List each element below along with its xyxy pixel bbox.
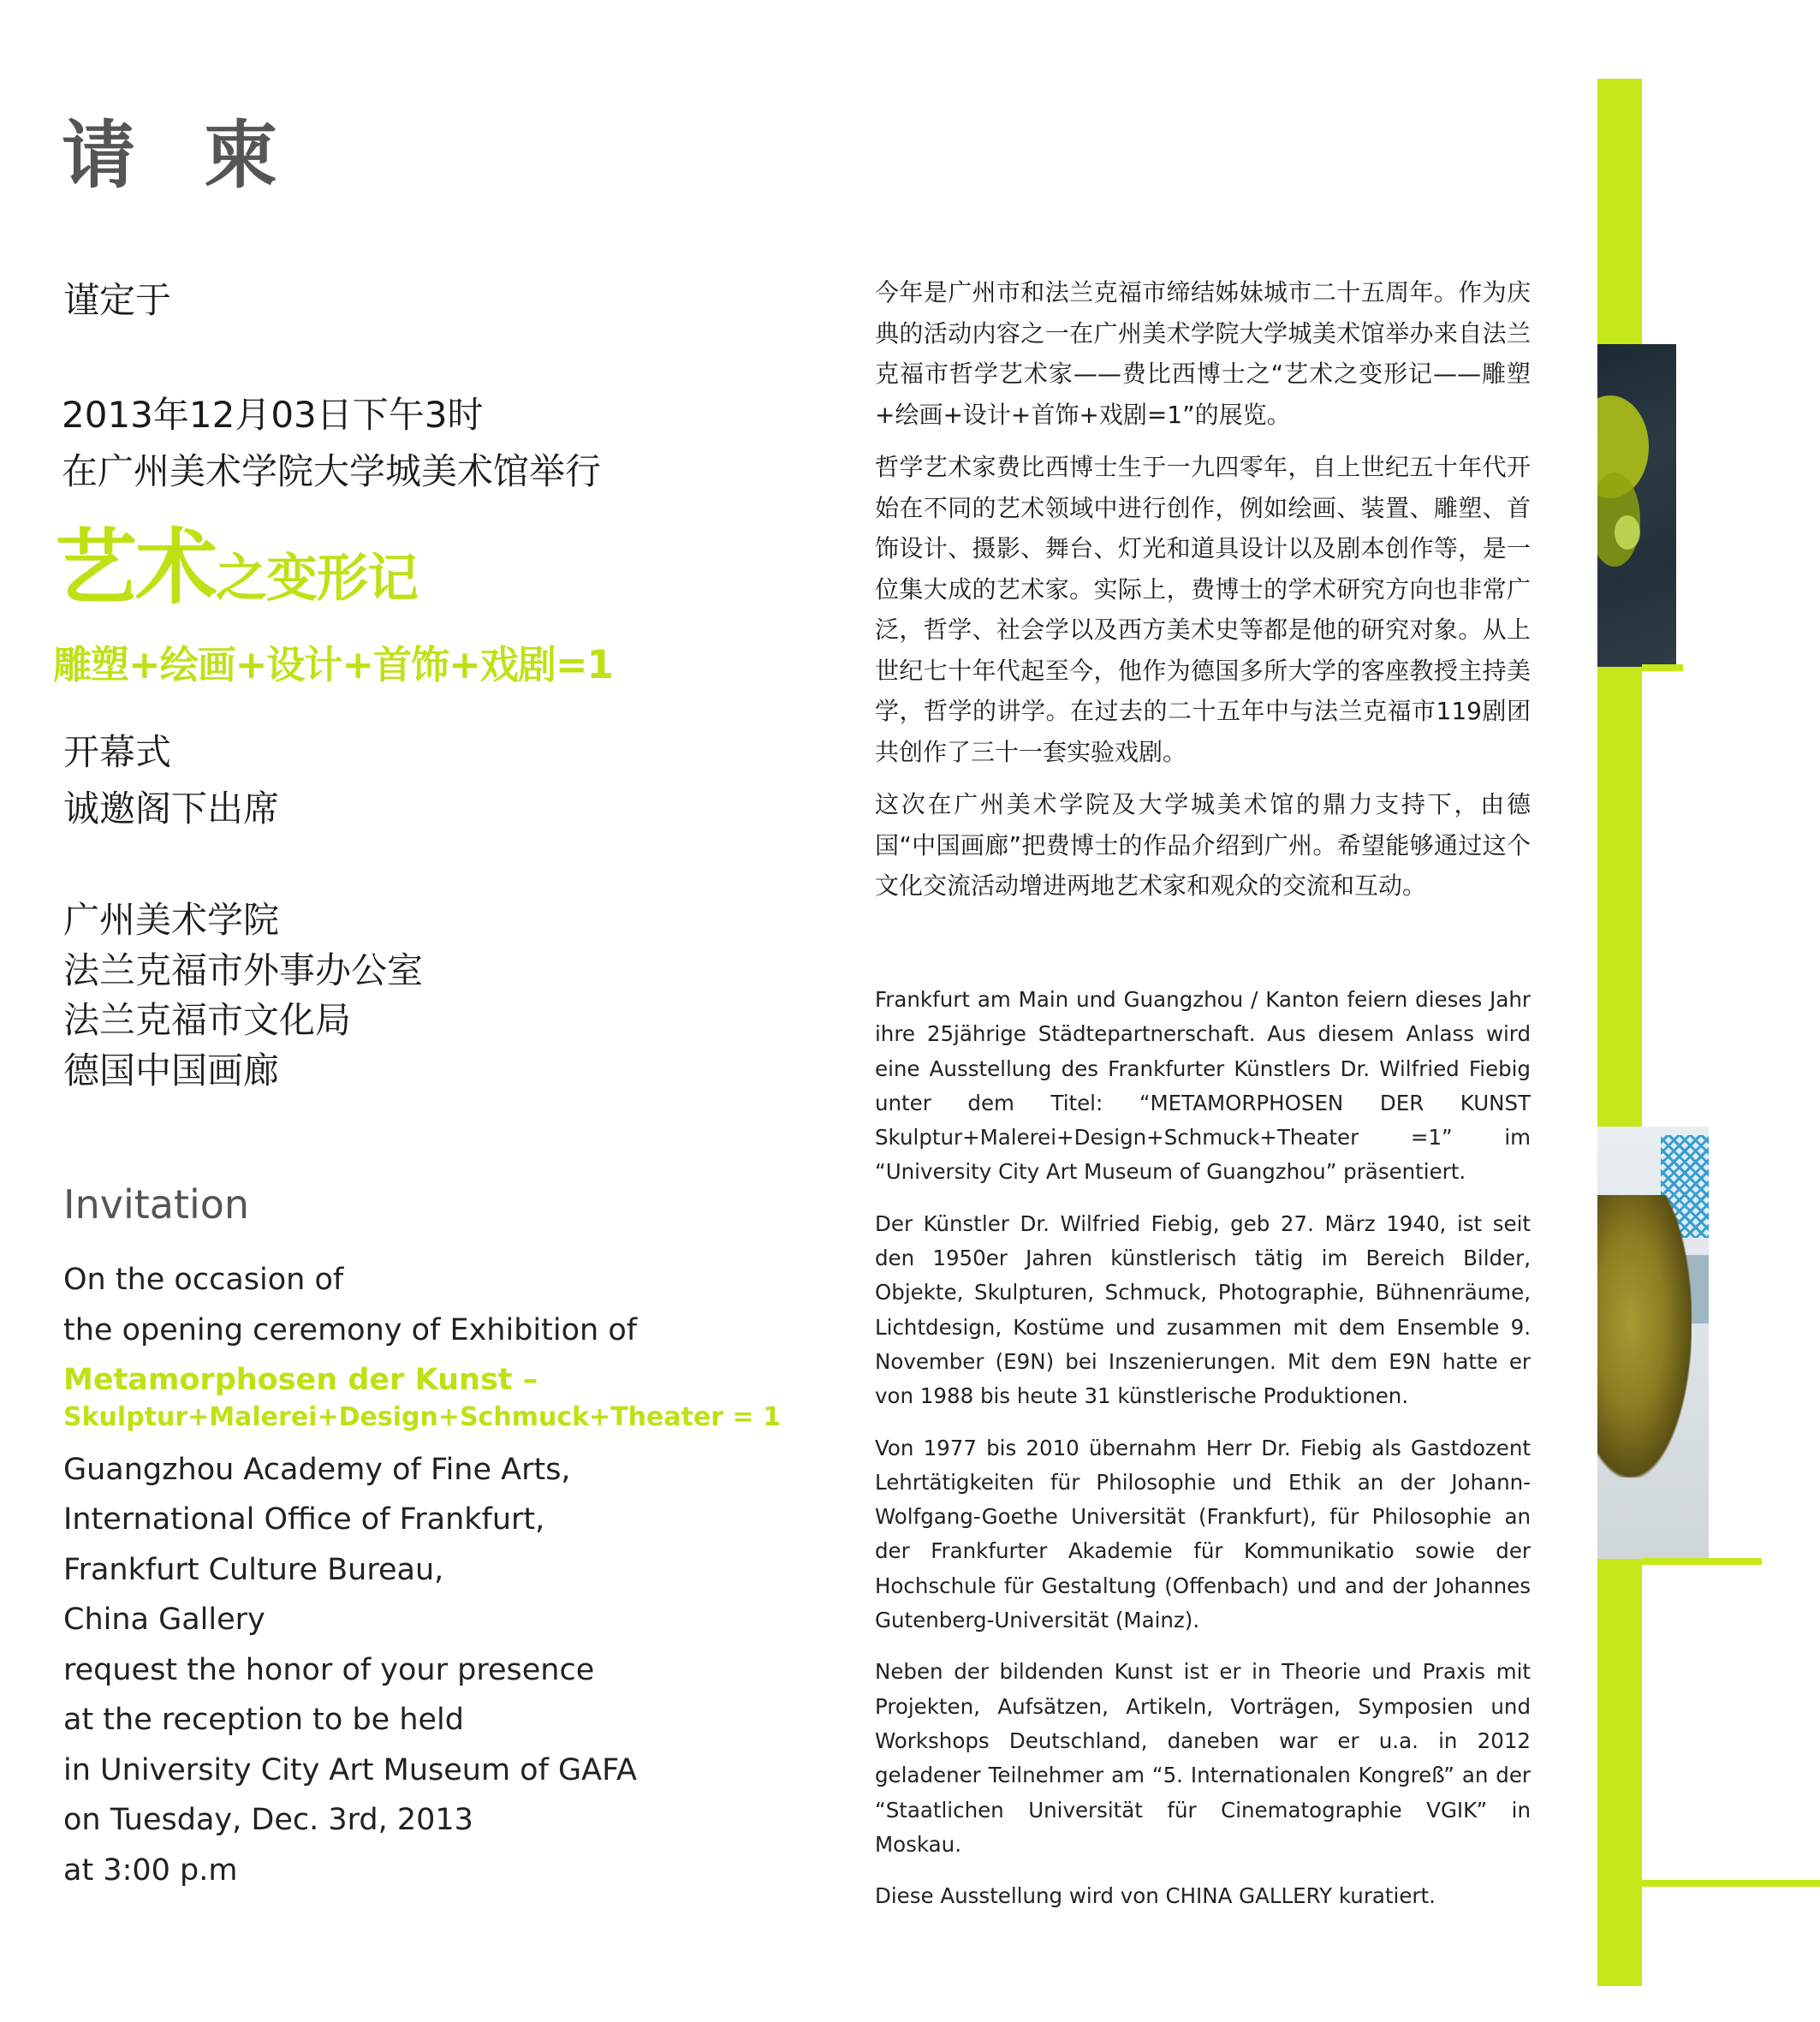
cn-host: 法兰克福市外事办公室 xyxy=(63,949,424,991)
en-line: China Gallery xyxy=(63,1603,265,1637)
cn-invite-opening: 开幕式 xyxy=(63,731,172,773)
en-line: at 3:00 p.m xyxy=(63,1853,238,1888)
cn-host: 广州美术学院 xyxy=(63,899,280,941)
en-line: Guangzhou Academy of Fine Arts, xyxy=(63,1452,571,1487)
cn-invite-line-1: 谨定于 xyxy=(63,279,172,321)
decorative-horizontal-bar xyxy=(1642,1558,1762,1565)
cn-invite-venue: 在广州美术学院大学城美术馆举行 xyxy=(62,450,602,492)
en-line: Frankfurt Culture Bureau, xyxy=(63,1552,444,1587)
decorative-horizontal-bar xyxy=(1642,1880,1820,1887)
artwork-highlight xyxy=(1615,515,1640,550)
cn-invite-request: 诚邀阁下出席 xyxy=(63,788,280,830)
de-paragraph: Neben der bildenden Kunst ist er in Theorie und Praxis mit Projekten, Aufsätzen, Artikeln, Vorträgen, Symposien und Workshops Deutschland, daneben war er u.a. in 2012 geladener Teilnehmer am “5. Internationalen Kongreß” an der “Staatlichen Universität für Cinematographie VGIK” in Moskau. xyxy=(875,1659,1531,1857)
cn-host: 法兰克福市文化局 xyxy=(63,999,352,1041)
title-char-2: 柬 xyxy=(204,112,279,199)
en-line: On the occasion of xyxy=(63,1263,344,1297)
cn-host: 德国中国画廊 xyxy=(63,1049,280,1091)
cn-paragraph: 这次在广州美术学院及大学城美术馆的鼎力支持下，由德国“中国画廊”把费博士的作品介绍到广州。希望能够通过这个文化交流活动增进两地艺术家和观众的交流和互动。 xyxy=(875,790,1531,900)
en-line: the opening ceremony of Exhibition of xyxy=(63,1312,638,1347)
sculpture xyxy=(1597,1195,1692,1478)
decorative-horizontal-bar xyxy=(1642,664,1683,671)
en-line: at the reception to be held xyxy=(63,1703,464,1737)
en-line: in University City Art Museum of GAFA xyxy=(63,1752,637,1787)
en-exhibition-subtitle: Skulptur+Malerei+Design+Schmuck+Theater = 1 xyxy=(63,1401,781,1432)
cn-exhibition-title-main: 艺术 xyxy=(55,520,216,616)
de-paragraph: Von 1977 bis 2010 übernahm Herr Dr. Fiebig als Gastdozent Lehrtätigkeiten für Philosophie und Ethik an der Johann-Wolfgang-Goethe Universität (Frankfurt), für Philosophie an der Frankfurter Akademie für Kommunikatio sowie der Hochschule für Gestaltung (Offenbach) und and der Johannes Gutenberg-Universität (Mainz). xyxy=(875,1435,1531,1633)
cn-paragraph: 今年是广州市和法兰克福市缔结姊妹城市二十五周年。作为庆典的活动内容之一在广州美术学院大学城美术馆举办来自法兰克福市哲学艺术家——费比西博士之“艺术之变形记——雕塑+绘画+设计+首饰+戏剧=1”的展览。 xyxy=(875,278,1531,429)
page-title xyxy=(62,96,279,202)
de-paragraph: Diese Ausstellung wird von CHINA GALLERY kuratiert. xyxy=(875,1883,1436,1909)
artwork-photo-2 xyxy=(1597,1127,1709,1559)
cn-exhibition-subtitle: 雕塑+绘画+设计+首饰+戏剧=1 xyxy=(53,642,613,687)
en-invitation-heading: Invitation xyxy=(63,1181,250,1228)
cn-body-text xyxy=(875,272,1531,919)
cn-exhibition-title-rest: 之变形记 xyxy=(216,549,418,609)
en-invitation-body xyxy=(63,1255,781,1895)
de-body-text xyxy=(875,983,1531,1930)
en-exhibition-title: Metamorphosen der Kunst – xyxy=(63,1363,538,1397)
cn-invite-date: 2013年12月03日下午3时 xyxy=(62,394,484,436)
de-paragraph: Frankfurt am Main und Guangzhou / Kanton feiern dieses Jahr ihre 25jährige Städtepartnerschaft. Aus diesem Anlass wird eine Ausstellung des Frankfurter Künstlers Dr. Wilfried Fiebig unter dem Titel: “METAMORPHOSEN DER KUNST Skulptur+Malerei+Design+Schmuck+Theater =1” im “University City Art Museum of Guangzhou” präsentiert. xyxy=(875,987,1531,1185)
en-line: request the honor of your presence xyxy=(63,1652,595,1687)
en-line: International Office of Frankfurt, xyxy=(63,1502,545,1537)
cn-hosts-list xyxy=(63,895,423,1096)
en-line: on Tuesday, Dec. 3rd, 2013 xyxy=(63,1803,473,1837)
artwork-photo-1 xyxy=(1597,344,1676,667)
cn-paragraph: 哲学艺术家费比西博士生于一九四零年，自上世纪五十年代开始在不同的艺术领域中进行创作，例如绘画、装置、雕塑、首饰设计、摄影、舞台、灯光和道具设计以及剧本创作等，是一位集大成的艺术家。实际上，费博士的学术研究方向也非常广泛，哲学、社会学以及西方美术史等都是他的研究对象。从上世纪七十年代起至今，他作为德国多所大学的客座教授主持美学，哲学的讲学。在过去的二十五年中与法兰克福市119剧团共创作了三十一套实验戏剧。 xyxy=(875,453,1531,766)
de-paragraph: Der Künstler Dr. Wilfried Fiebig, geb 27. März 1940, ist seit den 1950er Jahren künstlerisch tätig im Bereich Bilder, Objekte, Skulpturen, Schmuck, Photographie, Bühnenräume, Lichtdesign, Kostüme und zusammen mit dem Ensemble 9. November (E9N) bei Inszenierungen. Mit dem E9N hatte er von 1988 bis heute 31 künstlerische Produktionen. xyxy=(875,1210,1531,1409)
cn-exhibition-title xyxy=(55,520,418,626)
title-char-1: 请 xyxy=(62,112,137,199)
